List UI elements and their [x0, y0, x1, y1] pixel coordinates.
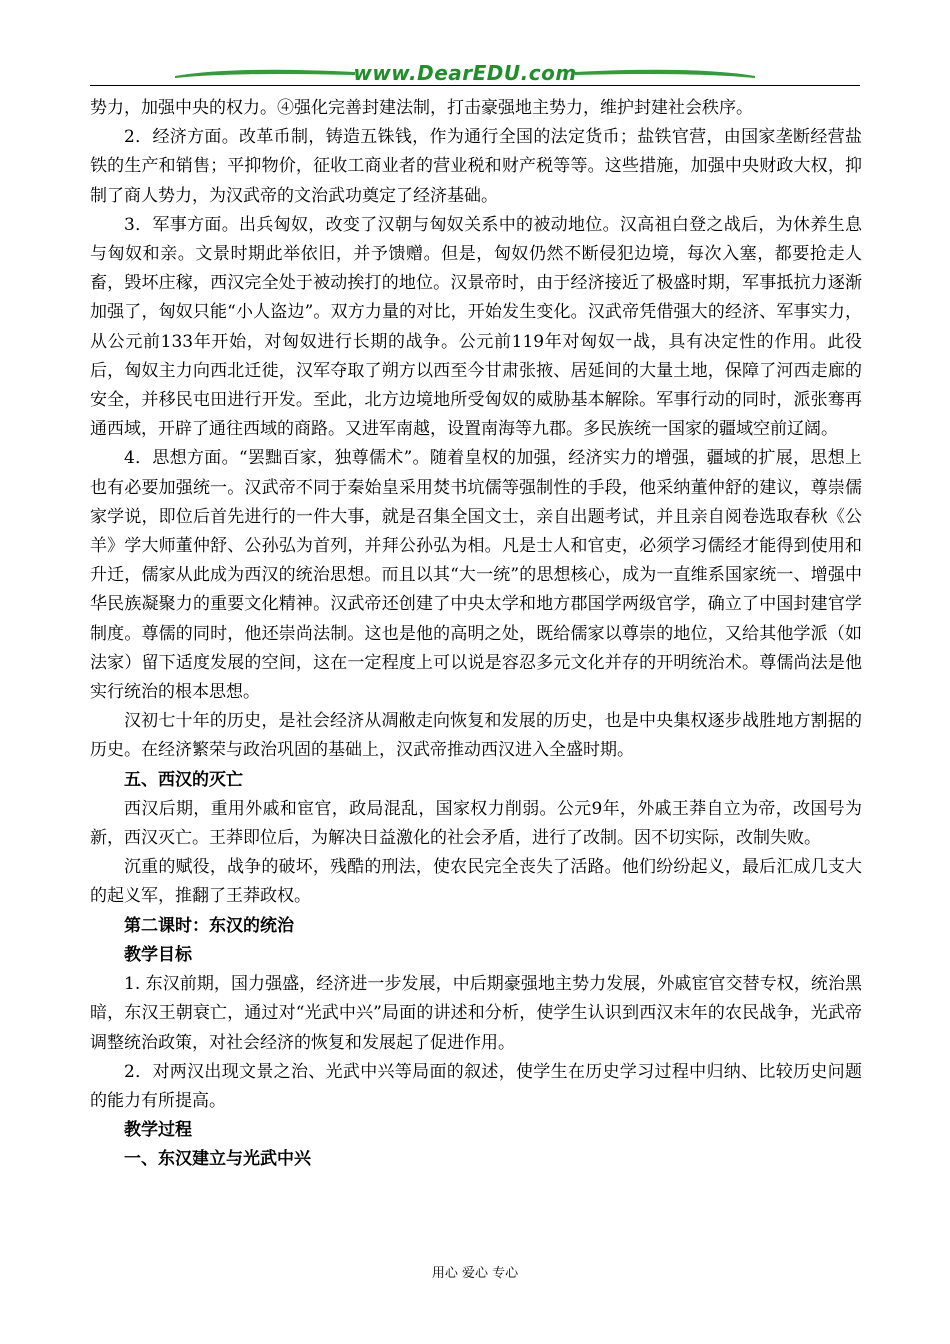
paragraph-late-western-han: 西汉后期，重用外戚和宦官，政局混乱，国家权力削弱。公元9年，外戚王莽自立为帝，改国号为新，西汉灭亡。王莽即位后，为解决日益激化的社会矛盾，进行了改制。因不切实际，改制失败。 — [90, 798, 862, 849]
goal-item-2: 2．对两汉出现文景之治、光武中兴等局面的叙述，使学生在历史学习过程中归纳、比较历史问题的能力有所提高。 — [90, 1061, 862, 1111]
paragraph-economy: 2．经济方面。改革币制，铸造五铢钱，作为通行全国的法定货币；盐铁官营，由国家垄断经营盐铁的生产和销售；平抑物价，征收工商业者的营业税和财产税等等。这些措施，加强中央财政大权，抑制了商人势力，为汉武帝的文治武功奠定了经济基础。 — [90, 127, 862, 206]
page-footer: 用心 爱心 专心 — [431, 1266, 519, 1281]
paragraph-continued: 势力，加强中央的权力。④强化完善封建法制，打击豪强地主势力，维护封建社会秩序。 — [90, 98, 753, 118]
paragraph-peasant-uprising: 沉重的赋役，战争的破坏，残酷的刑法，使农民完全丧失了活路。他们纷纷起义，最后汇成几支大的起义军，推翻了王莽政权。 — [90, 857, 862, 907]
site-logo — [175, 60, 755, 86]
section-heading-eastern-han: 一、东汉建立与光武中兴 — [124, 1149, 311, 1170]
teaching-process-heading: 教学过程 — [124, 1120, 192, 1141]
lesson-heading: 第二课时：东汉的统治 — [124, 915, 294, 936]
section-heading-fall-of-western-han: 五、西汉的灭亡 — [124, 769, 243, 790]
paragraph-ideology: 4．思想方面。“罢黜百家，独尊儒术”。随着皇权的加强，经济实力的增强，疆域的扩展，思想上也有必要加强统一。汉武帝不同于秦始皇采用焚书坑儒等强制性的手段，他采纳董仲舒的建议，尊崇儒家学说，即位后首先进行的一件大事，就是召集全国文士，亲自出题考试，并且亲自阅卷选取春秋《公羊》学大师董仲舒、公孙弘为首列，并拜公孙弘为相。凡是士人和官吏，必须学习儒经才能得到使用和升迁，儒家从此成为西汉的统治思想。而且以其“大一统”的思想核心，成为一直维系国家统一、增强中华民族凝聚力的重要文化精神。汉武帝还创建了中央太学和地方郡国学两级官学，确立了中国封建官学制度。尊儒的同时，他还崇尚法制。这也是他的高明之处，既给儒家以尊崇的地位，又给其他学派（如法家）留下适度发展的空间，这在一定程度上可以说是容忍多元文化并存的开明统治术。尊儒尚法是他实行统治的根本思想。 — [90, 448, 862, 703]
goal-item-1: 1. 东汉前期，国力强盛，经济进一步发展，中后期豪强地主势力发展，外戚宦官交替专权，统治黑暗，东汉王朝衰亡，通过对“光武中兴”局面的讲述和分析，使学生认识到西汉末年的农民战争，光武帝调整统治政策，对社会经济的恢复和发展起了促进作用。 — [90, 974, 862, 1053]
page-header — [90, 60, 860, 90]
paragraph-summary: 汉初七十年的历史，是社会经济从凋敝走向恢复和发展的历史，也是中央集权逐步战胜地方割据的历史。在经济繁荣与政治巩固的基础上，汉武帝推动西汉进入全盛时期。 — [90, 711, 862, 761]
document-body — [90, 94, 862, 1175]
logo-text: www.DearEDU.com — [353, 61, 577, 85]
paragraph-military: 3．军事方面。出兵匈奴，改变了汉朝与匈奴关系中的被动地位。汉高祖白登之战后，为休养生息与匈奴和亲。文景时期此举依旧，并予馈赠。但是，匈奴仍然不断侵犯边境，每次入塞，都要抢走人畜，毁坏庄稼，西汉完全处于被动挨打的地位。汉景帝时，由于经济接近了极盛时期，军事抵抗力逐渐加强了，匈奴只能“小人盗边”。双方力量的对比，开始发生变化。汉武帝凭借强大的经济、军事实力，从公元前133年开始，对匈奴进行长期的战争。公元前119年对匈奴一战，具有决定性的作用。此役后，匈奴主力向西北迁徙，汉军夺取了朔方以西至今甘肃张掖、居延间的大量土地，保障了河西走廊的安全，并移民屯田进行开发。至此，北方边境地所受匈奴的威胁基本解除。军事行动的同时，派张骞再通西域，开辟了通往西域的商路。又进军南越，设置南海等九郡。多民族统一国家的疆域空前辽阔。 — [90, 214, 862, 440]
teaching-goals-heading: 教学目标 — [124, 944, 192, 965]
header-rule — [90, 85, 860, 86]
